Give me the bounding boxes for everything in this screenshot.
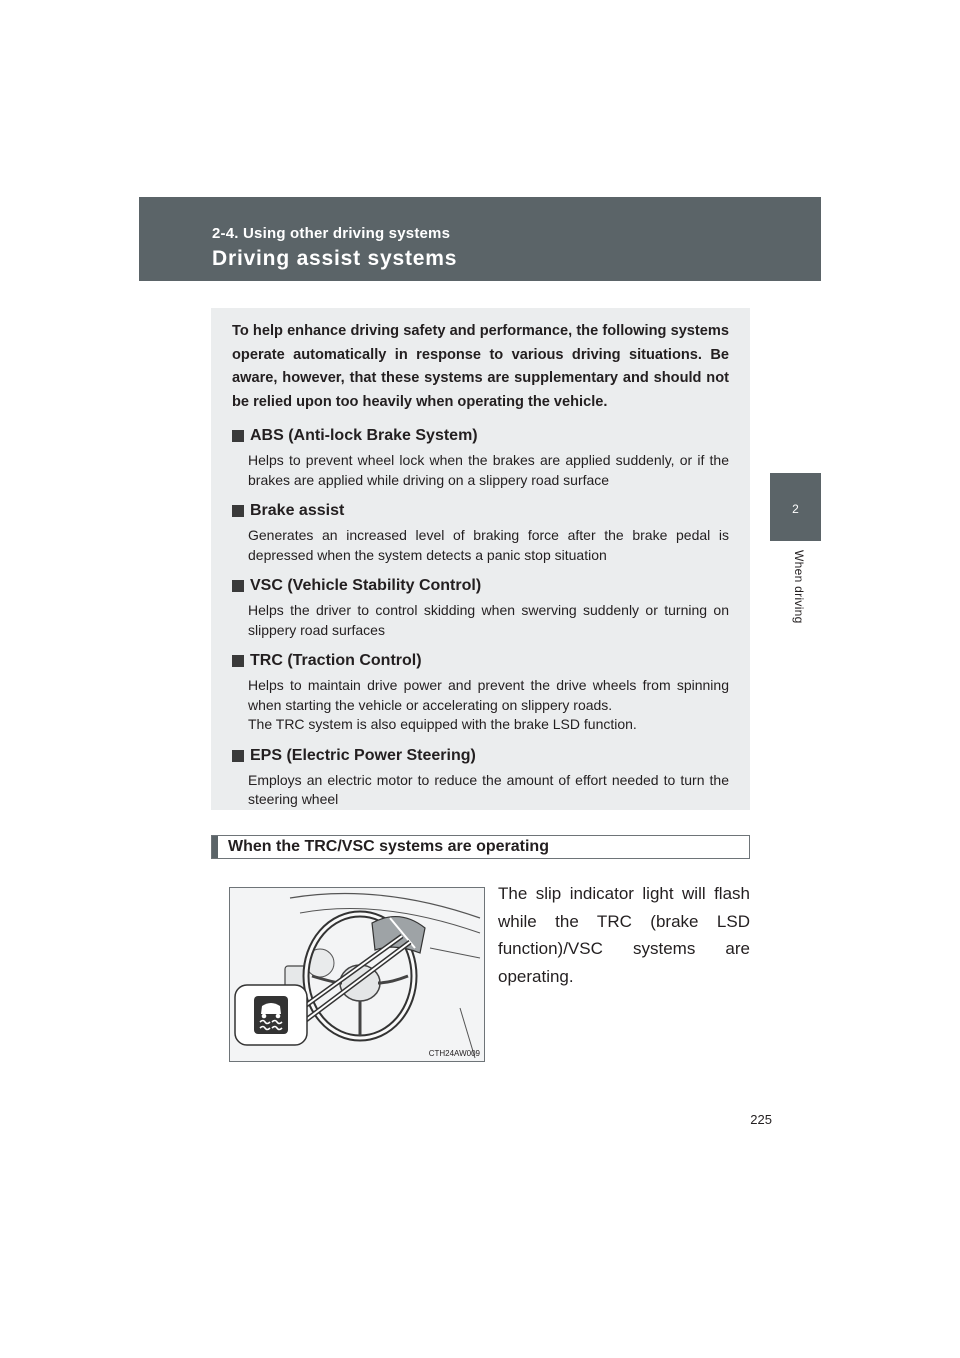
system-description: Helps the driver to control skidding when swerving suddenly or turning on slippery road surfaces <box>248 602 729 638</box>
intro-text: To help enhance driving safety and performance, the following systems operate automatically in response to various driving situations. Be aware, however, that these systems are supplementary and should not be relied upon too heavily when operating the vehicle. <box>232 323 729 410</box>
square-bullet-icon <box>232 430 244 442</box>
system-title: VSC (Vehicle Stability Control) <box>250 577 482 595</box>
square-bullet-icon <box>232 580 244 592</box>
page-title: Driving assist systems <box>212 247 458 270</box>
system-abs <box>232 424 729 490</box>
system-title: EPS (Electric Power Steering) <box>250 746 476 764</box>
chapter-number: 2 <box>792 502 799 516</box>
square-bullet-icon <box>232 655 244 667</box>
system-title: Brake assist <box>250 502 345 520</box>
system-description: Generates an increased level of braking force after the brake pedal is depressed when the system detects a panic stop situation <box>248 527 729 563</box>
operating-section-heading <box>211 835 750 859</box>
page-number: 225 <box>750 1112 772 1127</box>
square-bullet-icon <box>232 750 244 762</box>
chapter-tab <box>770 473 821 541</box>
system-vsc <box>232 574 729 640</box>
systems-summary-box <box>211 308 750 810</box>
system-title: ABS (Anti-lock Brake System) <box>250 427 478 445</box>
heading-accent-bar <box>212 836 218 858</box>
system-trc <box>232 649 729 735</box>
operating-description: The slip indicator light will flash while the TRC (brake LSD function)/VSC systems are operating. <box>498 884 750 986</box>
square-bullet-icon <box>232 505 244 517</box>
system-eps <box>232 744 729 810</box>
system-note: The TRC system is also equipped with the brake LSD function. <box>248 716 637 733</box>
chapter-title: When driving <box>792 550 806 624</box>
system-description: Helps to prevent wheel lock when the brakes are applied suddenly, or if the brakes are applied while driving on a slippery road surface <box>248 452 729 488</box>
heading-text: When the TRC/VSC systems are operating <box>228 838 549 855</box>
system-brake-assist <box>232 499 729 565</box>
system-title: TRC (Traction Control) <box>250 652 422 670</box>
figure-code: CTH24AW009 <box>428 1049 480 1058</box>
system-description: Employs an electric motor to reduce the amount of effort needed to turn the steering wheel <box>248 771 729 808</box>
system-description: Helps to maintain drive power and prevent the drive wheels from spinning when starting the vehicle or accelerating on slippery roads. <box>248 677 729 713</box>
slip-indicator-icon <box>254 996 288 1034</box>
chapter-header <box>139 197 821 281</box>
steering-wheel-illustration <box>230 888 484 1061</box>
section-label: 2-4. Using other driving systems <box>212 225 451 242</box>
dashboard-illustration <box>229 887 485 1062</box>
